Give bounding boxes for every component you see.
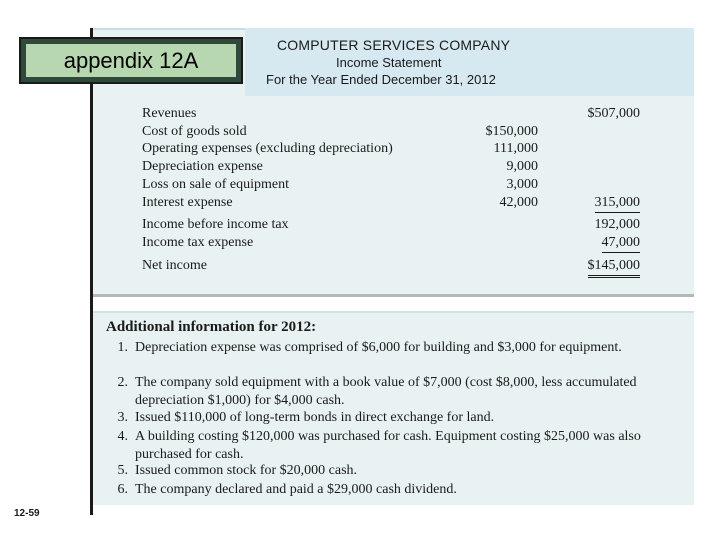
info-item-number: 3. [117,410,128,425]
row-label: Income before income tax [142,217,289,232]
row-label: Depreciation expense [142,159,263,174]
info-item-text: Depreciation expense was comprised of $6,000 for building and $3,000 for equipment. [135,340,622,355]
row-total: $507,000 [587,106,640,121]
section-divider [93,294,694,297]
row-label: Net income [142,258,207,273]
statement-row [142,106,642,124]
slide-number: 12-59 [14,508,40,519]
row-total: 47,000 [602,235,641,253]
statement-row [142,124,642,142]
row-label: Operating expenses (excluding depreciation) [142,141,393,156]
row-amount: 111,000 [493,141,538,156]
row-label: Loss on sale of equipment [142,177,289,192]
info-item-number: 2. [117,375,128,390]
row-amount: $150,000 [485,124,538,139]
row-amount: 3,000 [506,177,538,192]
info-item-number: 4. [117,429,128,444]
statement-title: Income Statement [336,55,442,70]
info-item-text: A building costing $120,000 was purchased for cash. Equipment costing $25,000 was also purchased for cash. [135,429,641,462]
company-name: COMPUTER SERVICES COMPANY [277,37,511,53]
row-label: Income tax expense [142,235,254,250]
statement-row [142,195,642,213]
row-label: Revenues [142,106,197,121]
statement-row [142,177,642,195]
info-item-text: Issued common stock for $20,000 cash. [135,463,358,478]
row-amount: 9,000 [506,159,538,174]
statement-row [142,258,642,276]
info-item-number: 1. [117,340,128,355]
row-total: 192,000 [594,217,640,232]
statement-period: For the Year Ended December 31, 2012 [266,72,496,87]
info-item-number: 6. [117,482,128,497]
statement-row [142,141,642,159]
additional-info-title: Additional information for 2012: [106,319,317,335]
row-amount: 42,000 [499,195,538,210]
row-label: Cost of goods sold [142,124,247,139]
row-total: $145,000 [588,258,641,278]
appendix-label-box [19,37,243,84]
statement-row [142,217,642,235]
info-item-text: Issued $110,000 of long-term bonds in direct exchange for land. [135,410,495,425]
row-label: Interest expense [142,195,233,210]
statement-row [142,235,642,253]
appendix-label: appendix 12A [26,44,236,77]
info-item-text: The company sold equipment with a book value of $7,000 (cost $8,000, less accumulated depreciation $1,000) for $4,000 cash. [135,375,637,408]
info-item-number: 5. [117,463,128,478]
statement-row [142,159,642,177]
info-item-text: The company declared and paid a $29,000 cash dividend. [135,482,457,497]
row-total: 315,000 [595,195,641,213]
